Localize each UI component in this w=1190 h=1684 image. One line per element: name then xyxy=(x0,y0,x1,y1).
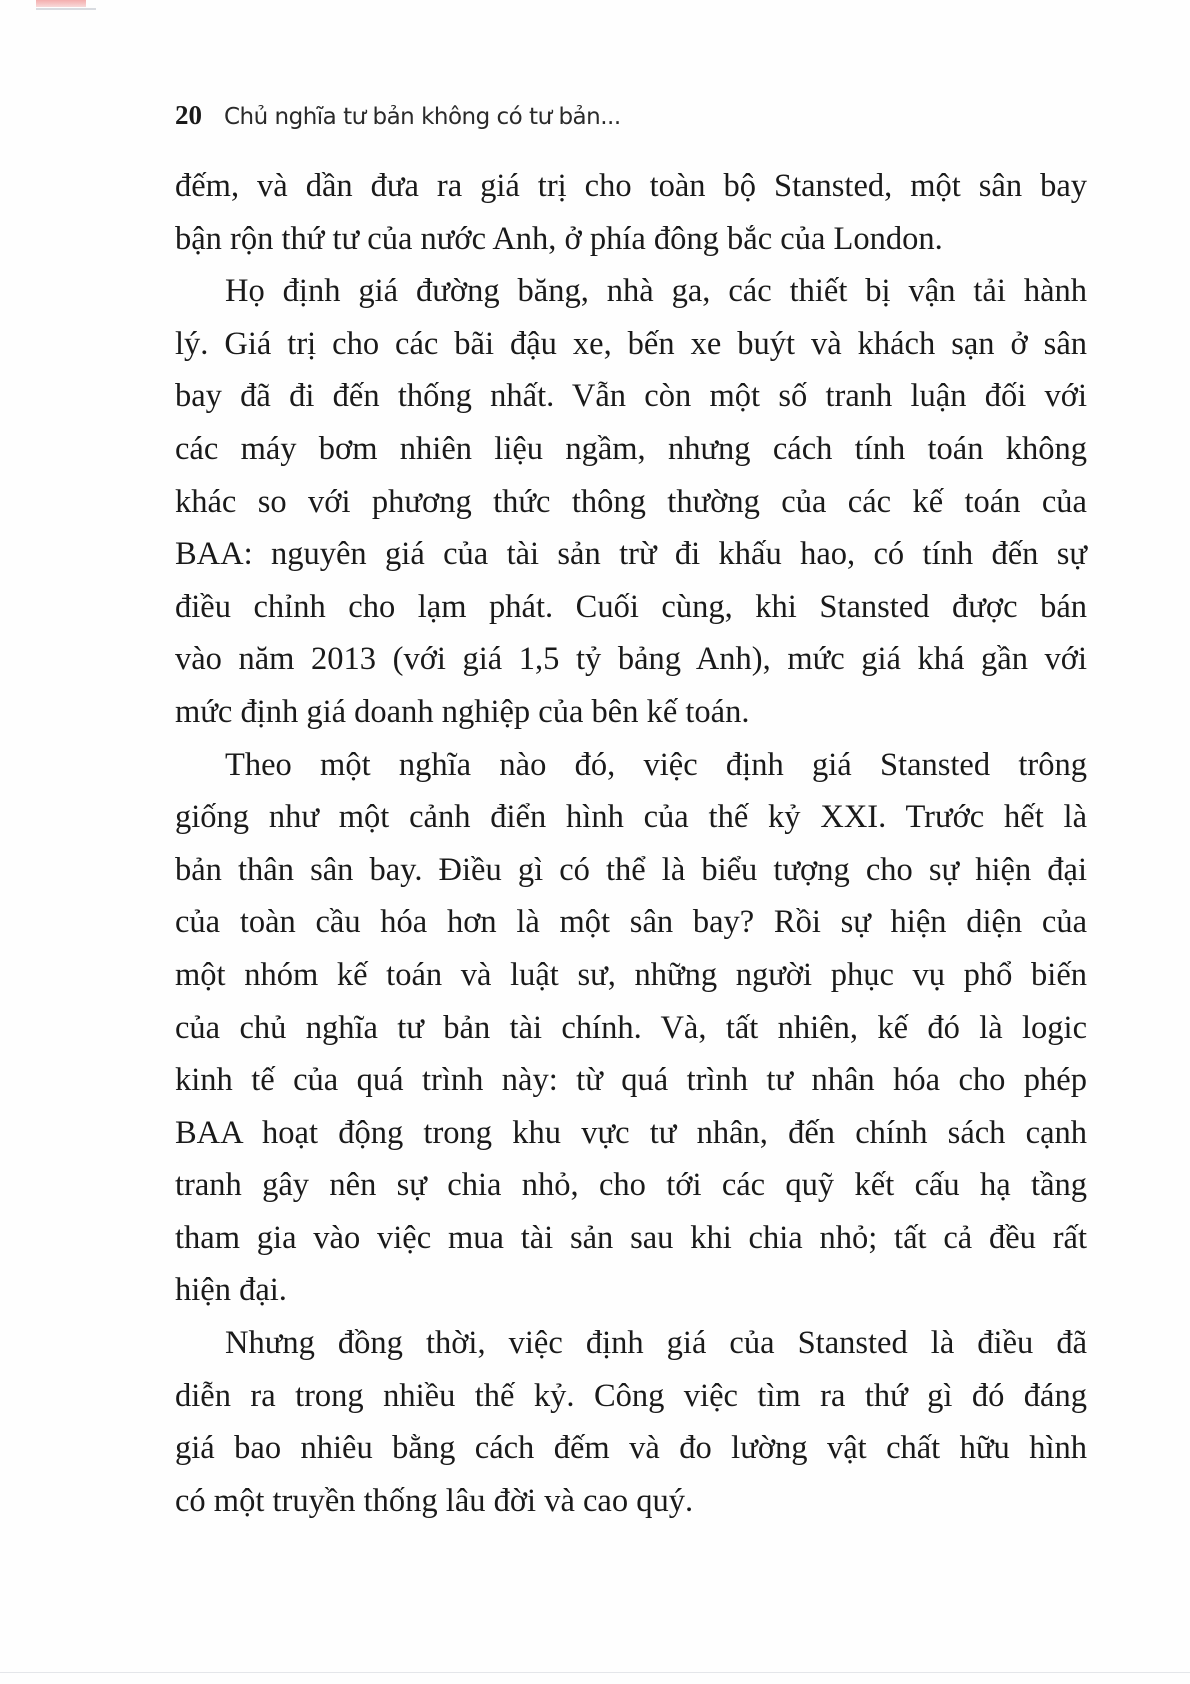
running-title: Chủ nghĩa tư bản không có tư bản... xyxy=(224,104,621,130)
text-line: mức định giá doanh nghiệp của bên kế toán. xyxy=(175,693,750,730)
body-text xyxy=(175,160,1087,1527)
paragraph xyxy=(175,1317,1087,1527)
running-head xyxy=(175,100,621,140)
text-line: lý. Giá trị cho các bãi đậu xe, bến xe buýt và khách sạn ở sân xyxy=(175,325,1087,362)
text-line: BAA: nguyên giá của tài sản trừ đi khấu hao, có tính đến sự xyxy=(175,536,1087,573)
scan-edge-line xyxy=(36,8,96,10)
text-line: của chủ nghĩa tư bản tài chính. Và, tất nhiên, kế đó là logic xyxy=(175,1009,1087,1046)
text-line: của toàn cầu hóa hơn là một sân bay? Rồi sự hiện diện của xyxy=(175,904,1087,941)
text-line: Nhưng đồng thời, việc định giá của Stansted là điều đã xyxy=(225,1325,1087,1362)
text-line: giống như một cảnh điển hình của thế kỷ XXI. Trước hết là xyxy=(175,799,1087,836)
text-line: Họ định giá đường băng, nhà ga, các thiết bị vận tải hành xyxy=(225,273,1087,310)
text-line: tham gia vào việc mua tài sản sau khi chia nhỏ; tất cả đều rất xyxy=(175,1219,1087,1256)
text-line: khác so với phương thức thông thường của các kế toán của xyxy=(175,483,1087,520)
text-line: đếm, và dần đưa ra giá trị cho toàn bộ Stansted, một sân bay xyxy=(175,168,1087,204)
text-line: bay đã đi đến thống nhất. Vẫn còn một số tranh luận đối với xyxy=(175,378,1087,415)
paragraph xyxy=(175,265,1087,738)
paragraph xyxy=(175,160,1087,265)
text-line: kinh tế của quá trình này: từ quá trình tư nhân hóa cho phép xyxy=(175,1062,1087,1099)
text-line: vào năm 2013 (với giá 1,5 tỷ bảng Anh), mức giá khá gần với xyxy=(175,641,1087,678)
text-line: hiện đại. xyxy=(175,1272,287,1309)
page-bottom-edge xyxy=(0,1672,1190,1673)
text-line: bản thân sân bay. Điều gì có thể là biểu tượng cho sự hiện đại xyxy=(175,851,1087,888)
text-line: các máy bơm nhiên liệu ngầm, nhưng cách tính toán không xyxy=(175,430,1087,467)
scan-edge-mark xyxy=(36,0,86,7)
text-line: tranh gây nên sự chia nhỏ, cho tới các quỹ kết cấu hạ tầng xyxy=(175,1167,1087,1204)
page-number: 20 xyxy=(175,100,202,130)
text-line: diễn ra trong nhiều thế kỷ. Công việc tìm ra thứ gì đó đáng xyxy=(175,1377,1087,1414)
text-line: giá bao nhiêu bằng cách đếm và đo lường vật chất hữu hình xyxy=(175,1430,1087,1467)
text-line: có một truyền thống lâu đời và cao quý. xyxy=(175,1482,694,1519)
paragraph xyxy=(175,739,1087,1318)
text-line: Theo một nghĩa nào đó, việc định giá Stansted trông xyxy=(225,746,1087,783)
text-line: một nhóm kế toán và luật sư, những người phục vụ phổ biến xyxy=(175,956,1087,993)
text-line: điều chỉnh cho lạm phát. Cuối cùng, khi Stansted được bán xyxy=(175,588,1087,625)
text-line: BAA hoạt động trong khu vực tư nhân, đến chính sách cạnh xyxy=(175,1114,1087,1151)
text-line: bận rộn thứ tư của nước Anh, ở phía đông bắc của London. xyxy=(175,220,943,257)
